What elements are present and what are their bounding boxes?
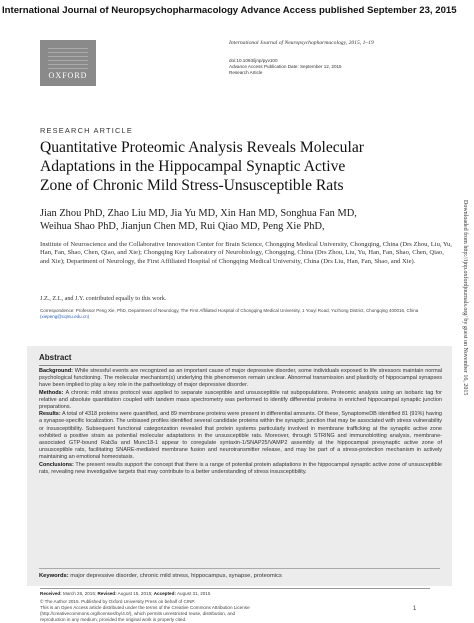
- abstract-methods: [39, 390, 442, 412]
- abstract-divider: [39, 365, 440, 366]
- oxford-logo: [40, 40, 96, 86]
- article-title: [40, 138, 460, 195]
- article-footer: [40, 588, 430, 623]
- author-list: [40, 207, 357, 233]
- revised-label: Revised:: [97, 591, 117, 596]
- title-line: Zone of Chronic Mild Stress-Unsusceptible Rats: [40, 177, 344, 194]
- section-label: RESEARCH ARTICLE: [40, 126, 133, 135]
- equal-contribution-note: J.Z., Z.L, and J.Y. contributed equally to this work.: [40, 295, 167, 302]
- logo-text: OXFORD: [48, 71, 88, 80]
- banner-text: International Journal of Neuropsychopharmacology Advance Access published September 23, 2015: [2, 5, 457, 16]
- abstract-conclusions: [39, 462, 442, 476]
- received-label: Received:: [40, 591, 62, 596]
- methods-text: A chronic mild stress protocol was applied to separate susceptible and unsusceptible rat subpopulations. Proteomic analysis using an isobaric tag for relative and absolute quantitation coupled with tandem mass spectrometry was performed to identify differential proteins in enriched hippocampal synaptic junction preparations.: [39, 389, 443, 411]
- abstract-results: [39, 411, 442, 461]
- author-line: Jian Zhou PhD, Zhao Liu MD, Jia Yu MD, Xin Han MD, Songhua Fan MD,: [40, 208, 357, 219]
- conclusions-label: Conclusions:: [39, 461, 74, 468]
- doi: doi:10.1093/ijnp/pyv100: [229, 58, 278, 63]
- results-text: A total of 4318 proteins were quantified, and 89 membrane proteins were present in differential amounts. Of these, SynaptomeDB identified 81 (91%) having a synapse-specific localization. The unbiased profiles identified several candidate proteins within the synaptic junction that may be associated with stress vulnerability or insusceptibility. Subsequent functional categorization revealed that protein systems particularly involved in membrane trafficking at the synaptic active zone exhibited a positive strain as potential molecular adaptations in the unsusceptible rats. Moreover, through STRING and immunoblotting analysis, membrane-associated GTP-bound Rab3a and Munc18-1 appear to coregulate syntaxin-1/SNAP25/VAMP2 assembly at the hippocampal presynaptic active zone of unsusceptible rats, facilitating SNARE-mediated membrane fusion and neurotransmitter release, and may be part of a stress-protection mechanism in actively maintaining an emotional homeostasis.: [39, 411, 442, 461]
- keywords-divider: [39, 568, 440, 569]
- received-date: March 26, 2015;: [63, 591, 97, 596]
- results-label: Results:: [39, 411, 61, 418]
- license-line: © The Author 2015. Published by Oxford University Press on behalf of CINP.: [40, 598, 196, 604]
- logo-pattern: [48, 48, 88, 70]
- affiliations: Institute of Neuroscience and the Collaborative Innovation Center for Brain Science, Chongqing Medical University, Chongqing, China (Drs Zhou, Liu, Yu, Han, Fan, Shao, Chen, Qiao, and Xie); Chongqing Key Laboratory of Neurobiology, Chongqing, China (Drs Zhou, Liu, Yu, Han, Fan, Shao, Chen, Qiao, and Xie); Department of Neurology, the First Affiliated Hospital of Chongqing Medical University, China (Drs Liu, Han, Fan, Shao, and Xie).: [40, 241, 452, 265]
- keywords-text: major depressive disorder, chronic mild stress, hippocampus, synapse, proteomics: [70, 573, 282, 579]
- page-number: 1: [413, 606, 417, 612]
- publication-date: Advance Access Publication Date: September 12, 2015: [229, 64, 342, 70]
- revised-date: August 15, 2015;: [117, 591, 153, 596]
- accepted-label: Accepted:: [153, 591, 176, 596]
- article-type: Research Article: [229, 70, 263, 76]
- background-text: While stressful events are recognized as an important cause of major depressive disorder, some individuals exposed to life stressors maintain normal psychological functioning. The molecular mechanism(s) underlying this phenomenon remain unclear. Abnormal transmission and plasticity of hippocampal synapses have been implied to play a key role in the pathoetiology of major depressive disorder.: [39, 368, 443, 389]
- abstract-box: [27, 346, 452, 586]
- methods-label: Methods:: [39, 389, 64, 396]
- abstract-heading: Abstract: [39, 353, 72, 362]
- correspondence-email[interactable]: (xiepeng@cqmu.edu.cn): [40, 314, 90, 320]
- abstract-background: [39, 368, 442, 390]
- license-line: (http://creativecommons.org/licenses/by/4.0/), which permits unrestricted reuse, distribution, and: [40, 610, 236, 616]
- license-notice: [40, 599, 430, 623]
- author-line: Weihua Shao PhD, Jianjun Chen MD, Rui Qiao MD, Peng Xie PhD,: [40, 221, 325, 232]
- keywords: [39, 573, 282, 579]
- accepted-date: August 31, 2015: [176, 591, 211, 596]
- correspondence-text: Correspondence: Professor Peng Xie, PhD, Department of Neurology, The First Affiliated Hospital of Chongqing Medical University, 1 Youyi Road, Yuzhong District, Chongqing 400016, China: [40, 308, 419, 313]
- background-label: Background:: [39, 368, 73, 374]
- title-line: Quantitative Proteomic Analysis Reveals Molecular: [40, 139, 364, 156]
- history-dates: [40, 588, 430, 597]
- license-line: reproduction in any medium, provided the original work is properly cited.: [40, 616, 187, 622]
- title-line: Adaptations in the Hippocampal Synaptic Active: [40, 158, 346, 175]
- keywords-label: Keywords:: [39, 573, 69, 579]
- article-meta: [229, 58, 342, 77]
- abstract-body: [39, 368, 442, 476]
- journal-info: International Journal of Neuropsychopharmacology, 2015, 1–19: [229, 40, 374, 46]
- download-side-note: [460, 200, 474, 590]
- correspondence: [40, 308, 460, 320]
- license-line: This is an Open Access article distributed under the terms of the Creative Commons Attribution License: [40, 604, 250, 610]
- advance-access-banner: [0, 0, 474, 22]
- conclusions-text: The present results support the concept that there is a range of potential protein adaptations in the hippocampal synaptic active zone of unsusceptible rats, revealing new investigative targets that may contribute to a better understanding of stress insusceptibility.: [39, 461, 442, 475]
- side-note-text: Downloaded from http://ijnp.oxfordjournals.org/ by guest on November 16, 2015: [462, 200, 468, 396]
